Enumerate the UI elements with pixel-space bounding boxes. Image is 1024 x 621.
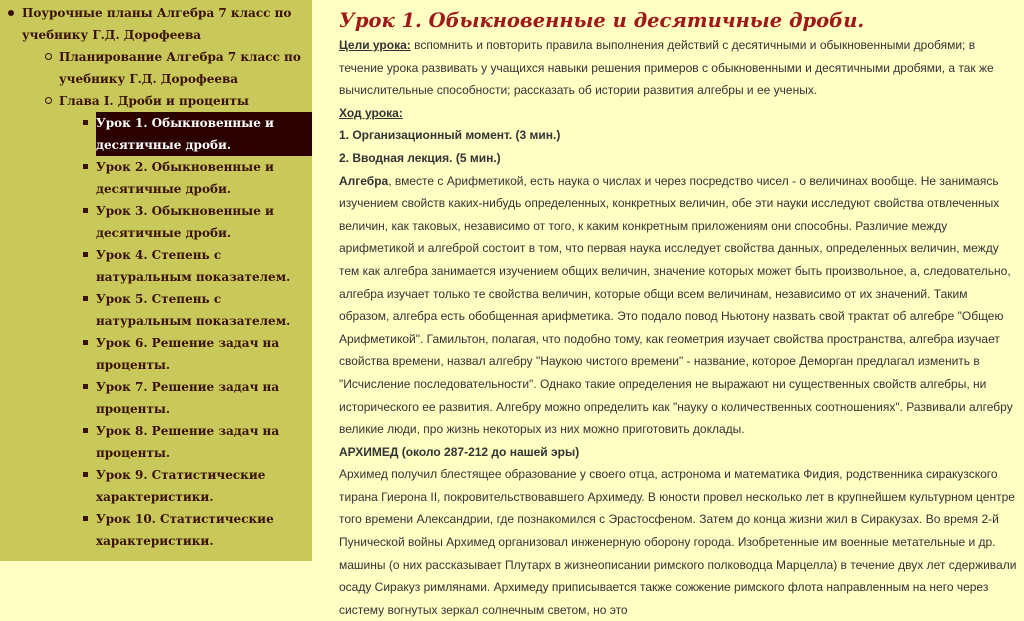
nav-link-lesson-4[interactable]: Урок 4. Степень с натуральным показателем. xyxy=(96,248,291,284)
page-title: Урок 1. Обыкновенные и десятичные дроби. xyxy=(339,9,865,32)
nav-item-chapter xyxy=(0,90,312,112)
nav-item-lesson-2 xyxy=(0,156,312,200)
square-bullet-icon xyxy=(83,428,88,433)
square-bullet-icon xyxy=(83,252,88,257)
circle-bullet-icon xyxy=(45,97,52,104)
nav-link-book[interactable]: Поурочные планы Алгебра 7 класс по учебнику Г.Д. Дорофеева xyxy=(22,6,292,42)
algebra-text: , вместе с Арифметикой, есть наука о числах и через посредство чисел - о величинах вообще. Не занимаясь изучением свойств каких-нибудь определенных, конкретных величин, обе эти науки исследуют свойства отвлеченных величин, как таковых, независимо от того, к каким конкретным приложениям они способны. Различие между арифметикой и алгеброй состоит в том, что первая наука исследует свойства данных, определенных величин, между тем как алгебра занимается изучением общих величин, значение которых может быть произвольное, а, следовательно, алгебра изучает только те свойства величин, которые общи всем величинам, независимо от их значений. Таким образом, алгебра есть обобщенная арифметика. Это подало повод Ньютону назвать свой трактат об алгебре "Общею Арифметикой". Гамильтон, полагая, что подобно тому, как геометрия изучает свойства пространства, алгебра изучает свойства времени, назвал алгебру "Наукою чистого времени" - название, которое Деморган предлагал изменить в "Исчисление последовательности". Однако такие определения не выражают ни существенных свойств алгебры, ни исторического ее развития. Алгебру можно определить как "науку о количественных соотношениях". Развивали алгебру великие люди, про жизнь некоторых из них можно приготовить доклады. xyxy=(339,173,1013,437)
circle-bullet-icon xyxy=(45,53,52,60)
nav-link-lesson-1[interactable]: Урок 1. Обыкновенные и десятичные дроби. xyxy=(96,112,312,156)
nav-link-lesson-7[interactable]: Урок 7. Решение задач на проценты. xyxy=(96,380,280,416)
nav-item-lesson-9 xyxy=(0,464,312,508)
nav-link-lesson-10[interactable]: Урок 10. Статистические характеристики. xyxy=(96,512,274,548)
nav-item-planning xyxy=(0,46,312,90)
square-bullet-icon xyxy=(83,208,88,213)
nav-link-lesson-9[interactable]: Урок 9. Статистические характеристики. xyxy=(96,468,266,504)
nav-item-lesson-3 xyxy=(0,200,312,244)
nav-item-lesson-4 xyxy=(0,244,312,288)
archimedes-paragraph: Архимед получил блестящее образование у своего отца, астронома и математика Фидия, родственника сиракузского тирана Гиерона II, покровительствовавшего Архимеду. В юности провел несколько лет в крупнейшем культурном центре того времени Александрии, где познакомился с Эрастосфеном. Затем до конца жизни жил в Сиракузах. Во время 2-й Пунической войны Архимед организовал инженерную оборону города. Изобретенные им военные метательные и др. машины (о них рассказывает Плутарх в жизнеописании римского полководца Марцелла) в течение двух лет сдерживали осаду Сиракуз римлянами. Архимеду приписывается также сожжение римского флота направленным на него через систему вогнутых зеркал солнечным светом, но это xyxy=(339,467,1017,617)
nav-item-lesson-1 xyxy=(0,112,312,156)
algebra-paragraph xyxy=(339,170,1019,441)
square-bullet-icon xyxy=(83,120,88,125)
progress-label: Ход урока: xyxy=(339,105,403,120)
nav-link-lesson-6[interactable]: Урок 6. Решение задач на проценты. xyxy=(96,336,280,372)
nav-link-lesson-5[interactable]: Урок 5. Степень с натуральным показателем. xyxy=(96,292,291,328)
nav-item-lesson-5 xyxy=(0,288,312,332)
nav-tree xyxy=(0,2,312,552)
disc-bullet-icon xyxy=(8,10,14,16)
goals-label: Цели урока: xyxy=(339,38,411,52)
square-bullet-icon xyxy=(83,164,88,169)
nav-link-lesson-3[interactable]: Урок 3. Обыкновенные и десятичные дроби. xyxy=(96,204,274,240)
article-content xyxy=(339,0,1019,617)
step-intro-lecture: 2. Вводная лекция. (5 мин.) xyxy=(339,150,501,165)
sidebar-nav xyxy=(0,0,312,561)
nav-item-lesson-6 xyxy=(0,332,312,376)
nav-item-lesson-7 xyxy=(0,376,312,420)
nav-link-lesson-8[interactable]: Урок 8. Решение задач на проценты. xyxy=(96,424,280,460)
nav-link-lesson-2[interactable]: Урок 2. Обыкновенные и десятичные дроби. xyxy=(96,160,274,196)
square-bullet-icon xyxy=(83,472,88,477)
nav-link-planning[interactable]: Планирование Алгебра 7 класс по учебнику Г.Д. Дорофеева xyxy=(59,50,301,86)
nav-item-lesson-10 xyxy=(0,508,312,552)
goals-text: вспомнить и повторить правила выполнения действий с десятичными и обыкновенными дробями; в течение урока развивать у учащихся навыки решения примеров с обыкновенными и десятичными дробями, а так же вычислительные способности; рассказать об истории развития алгебры и ее ученых. xyxy=(339,38,994,98)
square-bullet-icon xyxy=(83,340,88,345)
nav-link-chapter[interactable]: Глава I. Дроби и проценты xyxy=(59,94,249,108)
nav-item-lesson-8 xyxy=(0,420,312,464)
algebra-term: Алгебра xyxy=(339,173,389,188)
square-bullet-icon xyxy=(83,516,88,521)
step-organizational: 1. Организационный момент. (3 мин.) xyxy=(339,128,561,143)
lesson-goals xyxy=(339,34,1019,102)
square-bullet-icon xyxy=(83,296,88,301)
lesson-progress-heading xyxy=(339,102,1019,125)
square-bullet-icon xyxy=(83,384,88,389)
archimedes-heading: АРХИМЕД (около 287-212 до нашей эры) xyxy=(339,444,580,459)
nav-item-book xyxy=(0,2,312,46)
